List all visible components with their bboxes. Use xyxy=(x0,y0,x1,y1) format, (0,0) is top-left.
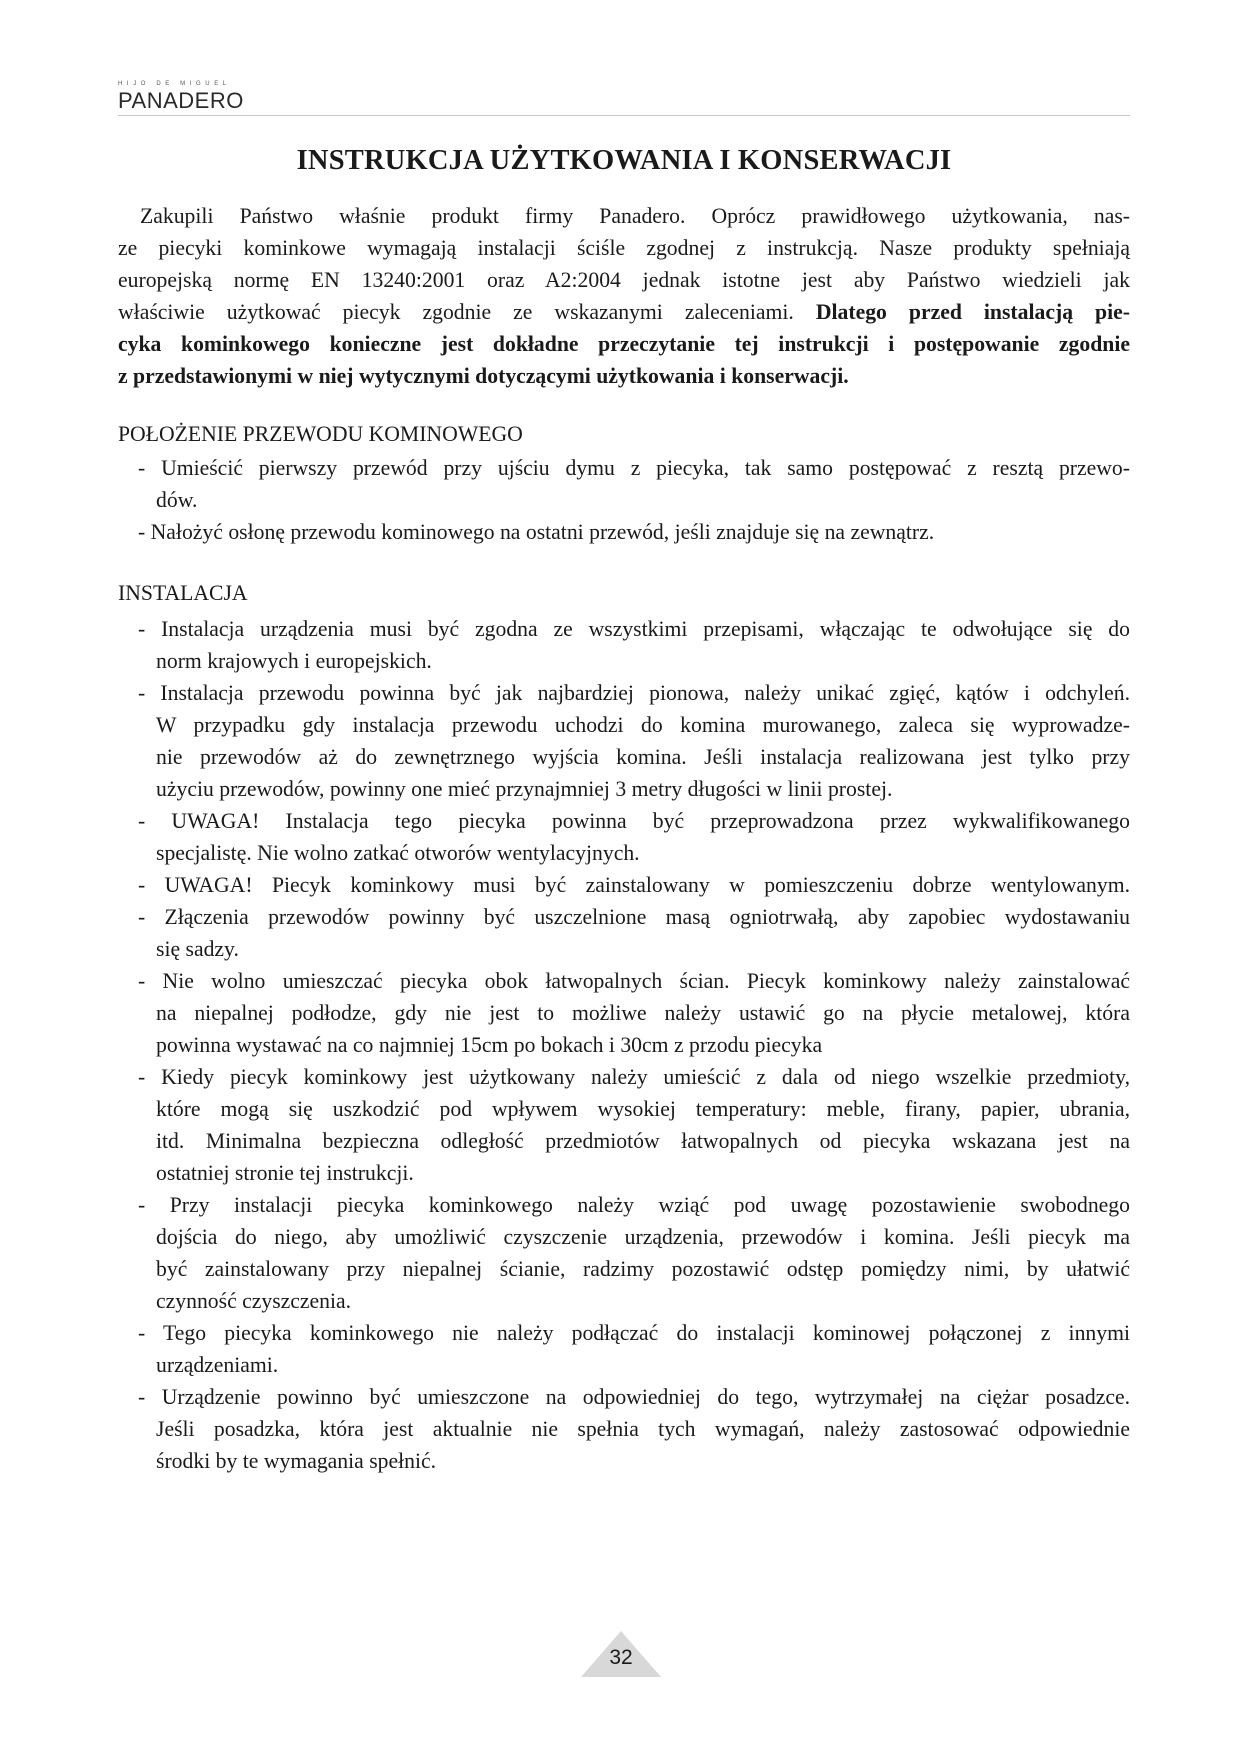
list-item: - Tego piecyka kominkowego nie należy podłączać do instalacji kominowej połączonej z innymi xyxy=(138,1321,1130,1345)
list-item: - Instalacja przewodu powinna być jak najbardziej pionowa, należy unikać zgięć, kątów i odchyleń. xyxy=(138,681,1130,705)
list-item-continuation: norm krajowych i europejskich. xyxy=(156,649,432,673)
logo-name: PANADERO xyxy=(118,88,244,113)
list-item-continuation: urządzeniami. xyxy=(156,1353,279,1377)
list-item-continuation: użyciu przewodów, powinny one mieć przynajmniej 3 metry długości w linii prostej. xyxy=(156,777,893,801)
list-item: - UWAGA! Instalacja tego piecyka powinna być przeprowadzona przez wykwalifikowanego xyxy=(138,809,1130,833)
list-item-continuation: być zainstalowany przy niepalnej ścianie, radzimy pozostawić odstęp pomiędzy nimi, by ułatwić xyxy=(156,1257,1130,1281)
list-item-continuation: nie przewodów aż do zewnętrznego wyjścia komina. Jeśli instalacja realizowana jest tylko przy xyxy=(156,745,1130,769)
list-item-continuation: środki by te wymagania spełnić. xyxy=(156,1449,437,1473)
page-number: 32 xyxy=(609,1646,633,1669)
list-item-continuation: itd. Minimalna bezpieczna odległość przedmiotów łatwopalnych od piecyka wskazana jest na xyxy=(156,1129,1130,1153)
list-item-continuation: na niepalnej podłodze, gdy nie jest to możliwe należy ustawić go na płycie metalowej, która xyxy=(156,1001,1130,1025)
list-item-continuation: powinna wystawać na co najmniej 15cm po bokach i 30cm z przodu piecyka xyxy=(156,1033,823,1057)
list-item-continuation: czynność czyszczenia. xyxy=(156,1289,352,1313)
header-divider xyxy=(118,115,1130,116)
intro-paragraph xyxy=(118,200,1130,392)
intro-bold-line: cyka kominkowego konieczne jest dokładne przeczytanie tej instrukcji i postępowanie zgodnie xyxy=(118,332,1130,356)
list-item-continuation: się sadzy. xyxy=(156,937,239,961)
page-title: INSTRUKCJA UŻYTKOWANIA I KONSERWACJI xyxy=(296,145,952,176)
page-number-badge xyxy=(581,1631,661,1677)
intro-bold-line: z przedstawionymi w niej wytycznymi dotyczącymi użytkowania i konserwacji. xyxy=(118,364,849,388)
list-item: - Nałożyć osłonę przewodu kominowego na ostatni przewód, jeśli znajduje się na zewnątrz. xyxy=(138,520,935,544)
intro-line-bold: Dlatego przed instalacją pie- xyxy=(815,300,1130,324)
page-header xyxy=(118,80,1130,116)
document-body xyxy=(118,200,1130,1477)
intro-line: Zakupili Państwo właśnie produkt firmy Panadero. Oprócz prawidłowego użytkowania, nas- xyxy=(140,204,1130,228)
intro-line xyxy=(118,296,1130,328)
list-item-continuation: specjalistę. Nie wolno zatkać otworów wentylacyjnych. xyxy=(156,841,640,865)
list-item: - Nie wolno umieszczać piecyka obok łatwopalnych ścian. Piecyk kominkowy należy zainstalować xyxy=(138,969,1130,993)
section-heading-installation: INSTALACJA xyxy=(118,581,248,605)
logo-tagline: HIJO DE MIGUEL xyxy=(118,81,231,87)
list-item: - Złączenia przewodów powinny być uszczelnione masą ogniotrwałą, aby zapobiec wydostawaniu xyxy=(138,905,1130,929)
list-item-continuation: ostatniej stronie tej instrukcji. xyxy=(156,1161,414,1185)
list-item: - Przy instalacji piecyka kominkowego należy wziąć pod uwagę pozostawienie swobodnego xyxy=(138,1193,1130,1217)
panadero-logo xyxy=(118,80,244,113)
list-item: - Umieścić pierwszy przewód przy ujściu dymu z piecyka, tak samo postępować z resztą przewo- xyxy=(138,456,1130,480)
list-item-continuation: dów. xyxy=(156,488,198,512)
list-item: - Urządzenie powinno być umieszczone na odpowiedniej do tego, wytrzymałej na ciężar posadzce. xyxy=(138,1385,1130,1409)
intro-line-regular: właściwie użytkować piecyk zgodnie ze wskazanymi zaleceniami. xyxy=(118,300,816,324)
chimney-list xyxy=(118,452,1130,548)
intro-line: europejską normę EN 13240:2001 oraz A2:2004 jednak istotne jest aby Państwo wiedzieli jak xyxy=(118,268,1130,292)
list-item: - UWAGA! Piecyk kominkowy musi być zainstalowany w pomieszczeniu dobrze wentylowanym. xyxy=(138,873,1130,897)
list-item-continuation: W przypadku gdy instalacja przewodu uchodzi do komina murowanego, zaleca się wyprowadze- xyxy=(156,713,1130,737)
intro-line: ze piecyki kominkowe wymagają instalacji ściśle zgodnej z instrukcją. Nasze produkty spełniają xyxy=(118,236,1130,260)
section-heading-chimney: POŁOŻENIE PRZEWODU KOMINOWEGO xyxy=(118,422,523,446)
installation-list xyxy=(118,613,1130,1477)
list-item: - Instalacja urządzenia musi być zgodna ze wszystkimi przepisami, włączając te odwołujące się do xyxy=(138,617,1130,641)
list-item: - Kiedy piecyk kominkowy jest użytkowany należy umieścić z dala od niego wszelkie przedmioty, xyxy=(138,1065,1130,1089)
list-item-continuation: które mogą się uszkodzić pod wpływem wysokiej temperatury: meble, firany, papier, ubrania, xyxy=(156,1097,1130,1121)
list-item-continuation: dojścia do niego, aby umożliwić czyszczenie urządzenia, przewodów i komina. Jeśli piecyk ma xyxy=(156,1225,1130,1249)
list-item-continuation: Jeśli posadzka, która jest aktualnie nie spełnia tych wymagań, należy zastosować odpowiednie xyxy=(156,1417,1130,1441)
